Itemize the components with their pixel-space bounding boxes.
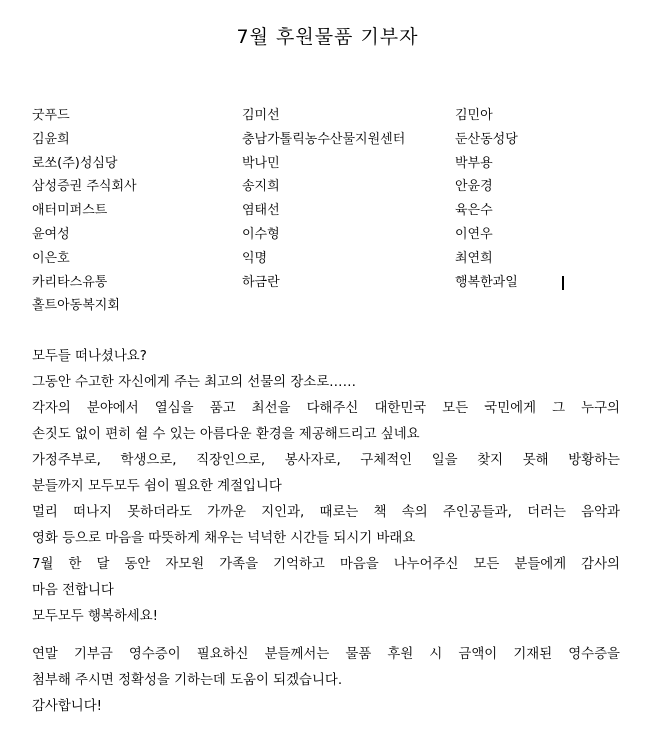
donor-row	[32, 175, 632, 199]
closing-line: 감사합니다!	[32, 699, 103, 714]
donor-name: 이수형	[242, 226, 280, 242]
receipt-note-line: 연말 기부금 영수증이 필요하신 분들께서는 물품 후원 시 금액이 기재된 영수증을	[32, 647, 620, 662]
donor-row	[32, 223, 632, 247]
donor-name: 박부용	[455, 155, 493, 171]
donor-name: 김민아	[455, 108, 493, 123]
page-title: 7월 후원물품 기부자	[236, 26, 419, 48]
donor-name: 윤여성	[32, 226, 70, 242]
donor-name: 홀트아동복지회	[32, 298, 120, 314]
donor-name: 육은수	[455, 203, 493, 219]
donor-name: 둔산동성당	[455, 131, 518, 147]
donor-name: 박나민	[242, 155, 280, 171]
receipt-note-line: 첨부해 주시면 정확성을 기하는데 도움이 되겠습니다.	[32, 673, 343, 688]
message-line: 가정주부로, 학생으로, 직장인으로, 봉사자로, 구체적인 일을 찾지 못해 방황하는	[32, 453, 620, 468]
text-cursor	[562, 276, 564, 290]
donor-name: 익명	[242, 250, 268, 266]
donor-name: 충남가톨릭농수산물지원센터	[242, 131, 406, 147]
donor-name: 이연우	[455, 226, 493, 242]
donor-name: 삼성증권 주식회사	[32, 179, 137, 195]
donor-name: 안윤경	[455, 179, 493, 195]
donor-name: 카리타스유통	[32, 274, 108, 290]
donor-name: 애터미퍼스트	[32, 203, 108, 219]
message-line: 그동안 수고한 자신에게 주는 최고의 선물의 장소로……	[32, 375, 356, 390]
message-line: 마음 전합니다	[32, 583, 114, 598]
donor-name: 행복한과일	[455, 274, 518, 290]
donor-row	[32, 128, 632, 152]
message-line: 영화 등으로 마음을 따뜻하게 채우는 넉넉한 시간들 되시기 바래요	[32, 531, 416, 546]
thank-you-message	[32, 344, 620, 720]
donor-row	[32, 271, 632, 295]
message-line: 각자의 분야에서 열심을 품고 최선을 다해주신 대한민국 모든 국민에게 그 누구의	[32, 401, 620, 416]
message-line: 모두모두 행복하세요!	[32, 609, 159, 624]
donor-row	[32, 199, 632, 223]
donor-name: 염태선	[242, 203, 280, 219]
donor-name: 로쏘(주)성심당	[32, 155, 118, 171]
message-line: 모두들 떠나셨나요?	[32, 349, 147, 364]
donor-name: 김미선	[242, 108, 280, 123]
donor-row	[32, 294, 632, 318]
donor-name: 하금란	[242, 274, 280, 290]
donor-name: 김윤희	[32, 131, 70, 147]
message-line: 분들까지 모두모두 쉼이 필요한 계절입니다	[32, 479, 282, 494]
donor-row	[32, 104, 632, 128]
donor-name: 최연희	[455, 250, 493, 266]
donor-row	[32, 247, 632, 271]
donor-name: 굿푸드	[32, 108, 70, 123]
donor-list	[32, 104, 632, 318]
message-line: 7월 한 달 동안 자모원 가족을 기억하고 마음을 나누어주신 모든 분들에게 감사의	[32, 557, 620, 572]
message-line: 멀리 떠나지 못하더라도 가까운 지인과, 때로는 책 속의 주인공들과, 더러는 음악과	[32, 505, 620, 520]
message-line: 손짓도 없이 편히 쉴 수 있는 아름다운 환경을 제공해드리고 싶네요	[32, 427, 420, 442]
donor-name: 송지희	[242, 179, 280, 195]
donor-row	[32, 152, 632, 176]
donor-name: 이은호	[32, 250, 70, 266]
